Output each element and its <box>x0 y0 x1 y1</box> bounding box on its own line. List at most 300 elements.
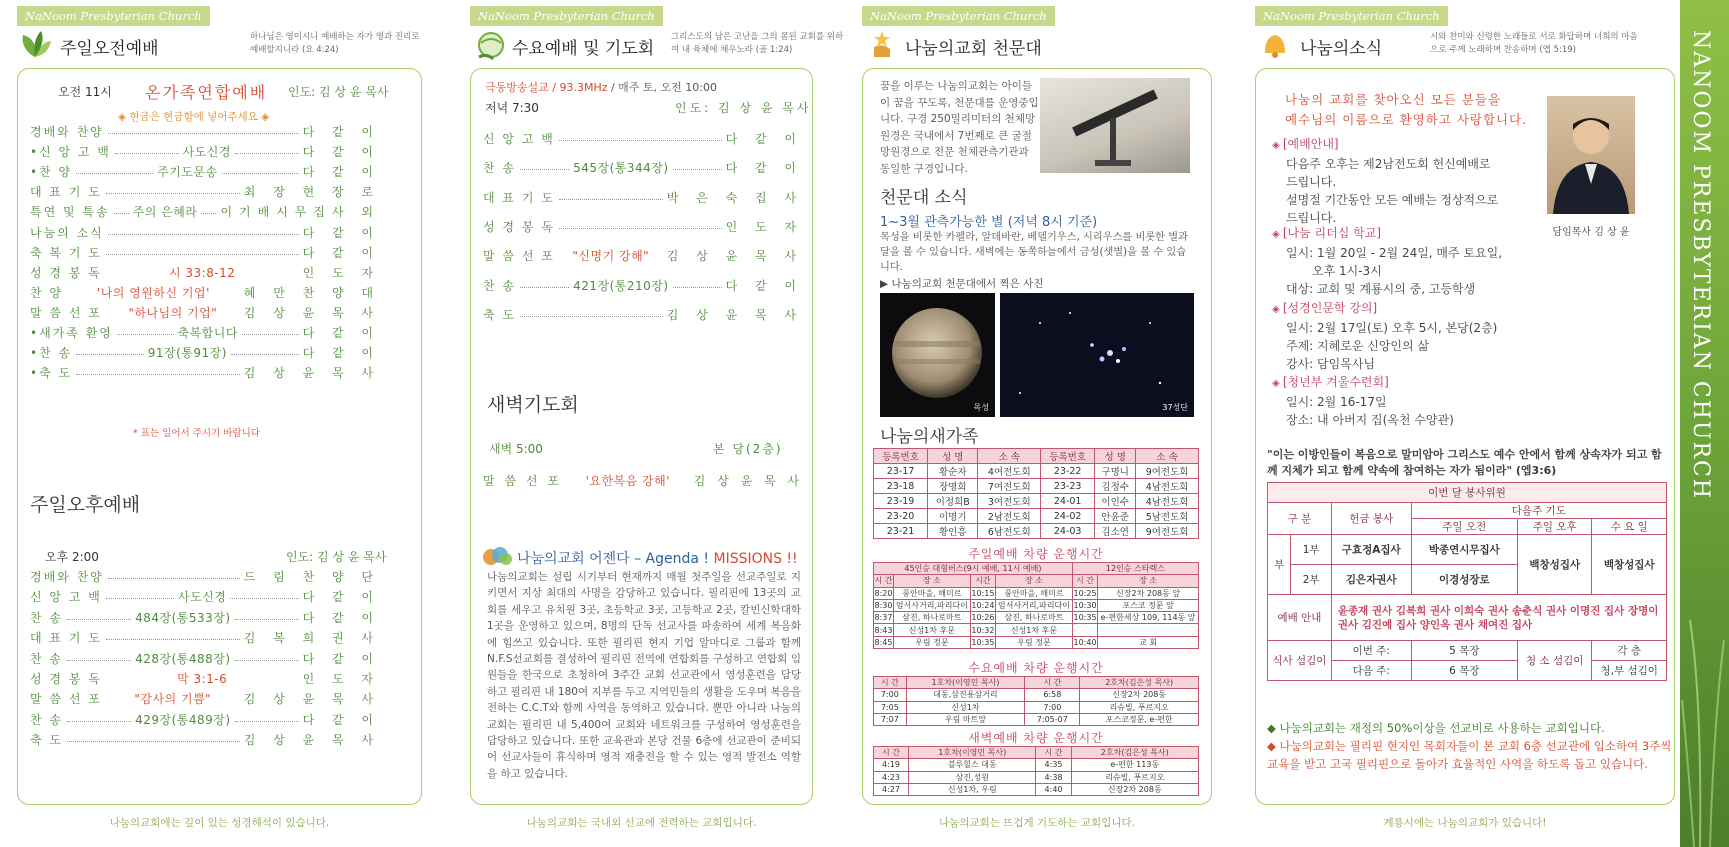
row-person: 김 상 윤 목 사 <box>666 307 803 322</box>
table-cell: 우림 마트앞 <box>906 713 1025 725</box>
table-row <box>874 771 1199 783</box>
radio-info <box>485 79 717 95</box>
table-cell: 7여전도회 <box>978 479 1041 494</box>
row-value: 421장(통210장) <box>573 278 669 293</box>
table-cell: 리슈빌, 푸르지오 <box>1080 701 1199 713</box>
table-cell: 2남전도회 <box>978 509 1041 524</box>
table-cell: 4:27 <box>874 783 909 795</box>
welcome-line-2: 예수님의 이름으로 환영하고 사랑합니다. <box>1285 112 1528 127</box>
row-label: 축 도 <box>483 307 516 322</box>
leader-dots <box>215 700 240 701</box>
table-cell: 10:32 <box>971 625 995 635</box>
notice-item <box>1272 135 1542 227</box>
order-row <box>483 159 803 176</box>
row-person: 다 같 이 <box>302 712 381 727</box>
pastor-photo <box>1547 96 1635 214</box>
row-value: 주의 은혜라 <box>132 205 198 220</box>
order-row <box>30 203 380 220</box>
page-title: 나눔의소식 <box>1300 39 1383 59</box>
row-label: 찬 송 <box>30 651 63 666</box>
row-person: 드 림 찬 양 단 <box>243 570 380 584</box>
header-verse: 하나님은 영이시니 예배하는 자가 영과 진리로 예배할지니라 (요 4:24) <box>250 32 420 55</box>
leader-dots <box>559 199 663 200</box>
service-name: 온가족연합예배 <box>145 83 268 102</box>
service-leader: 인도: 김 상 윤 목사 <box>288 85 389 99</box>
row-label: 찬 양 <box>30 285 63 300</box>
notice-line: 다음주 오후는 제2남전도회 헌신예배로 <box>1286 157 1491 171</box>
table-cell: 4남전도회 <box>1136 479 1199 494</box>
order-row <box>483 218 803 235</box>
table-cell: e-편한 113동 <box>1071 759 1198 771</box>
order-row <box>483 306 803 323</box>
leader-dots <box>222 173 299 174</box>
vol-clean-label: 청 소 섬김이 <box>1518 641 1592 681</box>
row-label: •찬 양 <box>30 165 73 180</box>
order-row <box>30 344 380 361</box>
order-row <box>30 244 380 261</box>
row-person: 다 같 이 <box>302 590 380 605</box>
notice-heading <box>1272 373 1542 393</box>
leader-dots <box>106 274 165 275</box>
vol-usher: 윤종재 권사 김복희 권사 이희숙 권사 송춘식 권사 이명진 집사 장명이 권사 김진예 집사 양인옥 권사 채여진 집사 <box>1331 595 1666 641</box>
vol-this-week-val: 5 목장 <box>1411 641 1517 661</box>
notice-line: 오후 1시-3시 <box>1312 264 1382 279</box>
table-header-cell: 시간 <box>970 575 995 587</box>
row-label: 찬 송 <box>30 610 63 625</box>
table-cell: 우림 정문 <box>893 636 970 648</box>
table-cell: 10:15 <box>971 588 995 598</box>
order-row <box>483 189 803 206</box>
welcome-line-1: 나눔의 교회를 찾아오신 모든 분들을 <box>1285 92 1502 107</box>
table-row <box>874 636 1199 648</box>
notice-line: 주제: 지혜로운 신앙인의 삶 <box>1286 338 1429 353</box>
row-value: 545장(통344장) <box>573 161 669 176</box>
table-cell: 이인수 <box>1095 494 1136 509</box>
church-badge: NaNoom Presbyterian Church <box>1255 6 1448 26</box>
table-cell: 3여전도회 <box>978 494 1041 509</box>
evening-time: 저녁 7:30 <box>485 101 539 115</box>
row-person: 김 상 윤 목 사 <box>666 249 804 264</box>
vol-this-week: 이번 주: <box>1331 641 1411 661</box>
order-row <box>30 629 380 646</box>
row-person: 인 도 자 <box>302 265 380 280</box>
order-row <box>30 284 380 301</box>
vol-col-am: 주일 오전 <box>1411 519 1517 535</box>
table-row <box>874 624 1199 636</box>
leader-dots <box>559 228 722 229</box>
leader-dots <box>520 169 569 170</box>
row-value: 사도신경 <box>178 590 227 605</box>
order-row <box>30 690 380 707</box>
agenda-body: 나눔의교회는 설립 시기부터 현재까지 매월 첫주일을 선교주일로 지키면서 지상 최대의 사명을 감당하고 있습니다. 필리핀에 13곳의 교회를 세우고 유치원 3곳, 초등학교 3곳, 고등학교 2곳, 칼빈신학대학 1곳을 운영하고 있으며, 8명의 단독 선교사를 파송하여 세계 복음화에 힘쓰고 있습니다. 또한 필리핀 현지 기업 알마디로 그룹과 함께 N.F.S선교회를 결성하여 필리핀 전역에 연합회를 구성하고 연합회 임원들을 한국으로 초청하여 3주간 교회 선교관에서 영성훈련을 담당하고 필리핀 내 180여 지부를 두고 지역민들의 생활을 도우며 복음을 전하는 C.C.T와 함께 사역을 동역하고 있습니다. 뿐만 아니라 나눔의 교회는 필리핀 내 5,400여 교회와 네트워크를 구성하여 영성훈련을 담당하고 있습니다. 또한 교육관과 본당 건물 6층에 선교관이 준비되어 선교사들이 휴식하며 영적 재충전을 할 수 있는 영적 발전소 역할을 하고 있습니다. <box>487 571 801 780</box>
table-header-cell: 장 소 <box>996 575 1073 587</box>
panel-wednesday <box>425 0 844 847</box>
order-row <box>483 277 803 294</box>
table-cell: 대동,삼진용삼거리 <box>906 689 1025 701</box>
notice-line: 드립니다. <box>1286 175 1337 189</box>
leader-dots <box>106 680 173 681</box>
table-cell: 23-20 <box>874 509 928 524</box>
table-cell: 4:40 <box>1036 783 1071 795</box>
order-row <box>483 247 803 264</box>
vol-col-div: 구 분 <box>1268 503 1332 535</box>
notice-item <box>1272 373 1542 429</box>
leader-dots <box>115 153 179 154</box>
dawn-car-table <box>873 746 1199 796</box>
table-header-cell: 장 소 <box>1098 575 1199 587</box>
notice-line: 강사: 담임목사님 <box>1286 356 1376 371</box>
order-row <box>30 731 380 748</box>
notice-line: 드립니다. <box>1286 211 1337 225</box>
notice-line: 대상: 교회 및 계룡시의 중, 고등학생 <box>1286 282 1476 297</box>
radio-station: 극동방송설교 / 93.3MHz <box>485 81 608 94</box>
vol-bu: 부 <box>1268 535 1291 595</box>
row-label: 특연 및 특송 <box>30 205 110 220</box>
row-person: 이기배시무집사 외 <box>220 205 380 220</box>
leader-dots <box>117 334 174 335</box>
row-label: 신 앙 고 백 <box>483 132 555 146</box>
order-row <box>30 568 380 585</box>
table-cell: 23-18 <box>874 479 928 494</box>
table-row <box>874 479 1199 494</box>
table-cell: 신성1차 후문 <box>996 624 1073 636</box>
row-value: "신명기 강해" <box>572 249 650 264</box>
table-cell: 7:00 <box>874 689 907 701</box>
table-row <box>874 494 1199 509</box>
notice-item <box>1272 299 1542 373</box>
leader-dots <box>235 721 299 722</box>
table-cell: 4:23 <box>874 771 909 783</box>
header-verse: 그리스도의 남은 고난을 그의 몸된 교회를 위하여 내 육체에 채우노라 (골 1:24) <box>671 32 844 55</box>
order-row <box>30 123 380 140</box>
vol-each-label: 각 층 <box>1592 641 1667 661</box>
table-header-cell: 시 간 <box>1025 677 1080 689</box>
table-cell: 4여전도회 <box>978 464 1041 479</box>
row-label: 축 도 <box>30 733 63 748</box>
table-cell: 김정수 <box>1095 479 1136 494</box>
dawn-time: 새벽 5:00 <box>489 442 543 456</box>
row-value: 축복합니다 <box>177 326 238 340</box>
leader-dots <box>67 619 131 620</box>
row-label: 찬 송 <box>483 161 516 176</box>
afternoon-title: 주일오후예배 <box>30 494 141 516</box>
leader-dots <box>235 619 299 620</box>
row-label: 말 씀 선 포 <box>483 474 562 488</box>
notice-heading <box>1272 299 1542 319</box>
leader-dots <box>67 741 240 742</box>
table-cell: 23-23 <box>1041 479 1095 494</box>
row-label: 나눔의 소식 <box>30 225 104 240</box>
bell-icon <box>1257 27 1293 61</box>
table-header-cell: 2호차(김은성 목사) <box>1080 677 1199 689</box>
leader-dots <box>108 578 240 579</box>
row-label: 성 경 봉 독 <box>30 672 102 686</box>
notice-heading <box>1272 224 1542 244</box>
panel-news <box>1215 0 1680 847</box>
order-row <box>30 364 380 381</box>
leader-dots <box>673 287 722 288</box>
row-person: 다 같 이 <box>302 346 381 361</box>
mission-note-2: ◆ 나눔의교회는 필리핀 현지인 목회자들이 본 교회 6층 선교관에 입소하여 3주씩 교육을 받고 고국 필리핀으로 돌아가 효율적인 사역을 하도록 돕고 있습니다. <box>1267 739 1672 771</box>
car1-title: 주일예배 차량 운행시간 <box>968 547 1104 561</box>
table-cell: 포스코 정문 앞 <box>1098 599 1199 611</box>
table-cell: 24-02 <box>1041 509 1095 524</box>
table-cell: 풍안마을, 해미르 <box>996 587 1073 599</box>
vol-next-week: 다음주 기도 <box>1411 503 1666 519</box>
globe-icon <box>473 27 509 61</box>
row-person: 인 도 자 <box>725 219 803 234</box>
notice-line: 일시: 2월 16-17일 <box>1286 395 1387 409</box>
standing-note: * 표는 일어서 주시기 바랍니다 <box>133 428 260 439</box>
cluster-photo <box>1000 293 1194 417</box>
agenda-icon <box>482 546 514 566</box>
vol-pm: 백창성집사 <box>1518 535 1592 595</box>
car1-group2: 12인승 스타렉스 <box>1072 563 1198 575</box>
order-row <box>30 143 380 160</box>
table-cell: 포스코정문, e-편한 <box>1080 713 1199 725</box>
leader-dots <box>67 660 131 661</box>
leader-dots <box>239 274 298 275</box>
order-row <box>30 650 380 667</box>
order-row <box>30 324 380 341</box>
table-header-cell: 성 명 <box>928 449 978 464</box>
leader-dots <box>520 316 663 317</box>
table-cell: 신장2차 208동 <box>1071 783 1198 795</box>
table-cell: 5남전도회 <box>1136 509 1199 524</box>
leader-dots <box>108 234 299 235</box>
diamond-icon: ◈ <box>1272 378 1283 389</box>
table-header-cell: 시 간 <box>874 677 907 689</box>
vol-r2-offer: 김은자권사 <box>1331 565 1411 595</box>
table-cell: 10:35 <box>1073 613 1097 623</box>
order-row <box>30 711 380 728</box>
notice-line: 일시: 2월 17일(토) 오후 5시, 본당(2층) <box>1286 320 1498 335</box>
leader-dots <box>201 213 216 214</box>
table-cell: 24-01 <box>1041 494 1095 509</box>
table-cell: 7:05-07 <box>1025 713 1080 725</box>
table-header-cell: 1호차(이영민 목사) <box>909 747 1036 759</box>
table-cell: 6:58 <box>1025 689 1080 701</box>
radio-time: / 매주 토, 오전 10:00 <box>610 81 718 94</box>
notice-heading-text: [예배안내] <box>1282 137 1339 151</box>
leader-dots <box>559 140 722 141</box>
wednesday-car-table <box>873 676 1199 726</box>
vol-r2-label: 2부 <box>1291 565 1331 595</box>
table-cell: 신성1차, 우림 <box>909 783 1036 795</box>
row-value: 사도신경 <box>182 145 231 160</box>
table-cell: 10:25 <box>1073 588 1097 598</box>
row-label: 성 경 봉 독 <box>483 219 555 234</box>
leader-dots <box>673 169 722 170</box>
table-cell: 10:40 <box>1073 637 1097 647</box>
table-cell: 10:30 <box>1073 601 1097 611</box>
vol-r1-offer: 구효정A집사 <box>1331 535 1411 565</box>
panel-observatory <box>820 0 1215 847</box>
leader-dots <box>242 334 299 335</box>
table-cell: 신장2차 208동 앞 <box>1098 587 1199 599</box>
table-cell: 이명기 <box>928 509 978 524</box>
table-cell: 7:00 <box>1025 701 1080 713</box>
volunteer-table <box>1267 482 1667 681</box>
leader-dots <box>106 639 240 640</box>
car1-group1: 45인승 대형버스(9시 예배, 11시 예배) <box>874 563 1073 575</box>
row-person: 다 같 이 <box>725 278 804 293</box>
row-person: 다 같 이 <box>302 651 381 666</box>
stars-body: 목성을 비롯한 카펠라, 알데바란, 베델기우스, 시리우스를 비롯한 별과 달을 볼 수 있습니다. 새벽에는 동쪽하늘에서 금성(샛별)을 볼 수 있습니다. <box>880 232 1188 273</box>
row-value: 428장(통488장) <box>135 651 231 666</box>
leader-dots <box>106 314 125 315</box>
table-cell: 10:26 <box>971 613 995 623</box>
order-row <box>30 163 380 180</box>
table-cell: 블루힐스 대동 <box>909 759 1036 771</box>
leader-dots <box>67 721 131 722</box>
table-cell: e-편한세상 109, 114동 앞 <box>1098 612 1199 624</box>
row-person: 혜 만 찬 양 대 <box>243 285 380 300</box>
row-label: 말 씀 선 포 <box>483 249 555 264</box>
footer-text: 나눔의교회에는 깊이 있는 성경해석이 있습니다. <box>109 817 330 829</box>
row-label: 찬 송 <box>483 278 516 293</box>
row-value: "감사의 기쁨" <box>134 692 212 707</box>
vol-meal-label: 식사 섬김이 <box>1268 641 1332 681</box>
photo-caption: ▶ 나눔의교회 천문대에서 찍은 사진 <box>880 278 1044 290</box>
table-cell: 신장2차 208동 <box>1080 689 1199 701</box>
observatory-news-title: 천문대 소식 <box>880 188 968 208</box>
row-person: 박 은 숙 집 사 <box>666 190 803 205</box>
table-cell: 24-03 <box>1041 524 1095 539</box>
row-person: 다 같 이 <box>302 245 380 260</box>
table-header-cell: 2호차(김은성 목사) <box>1071 747 1198 759</box>
table-row <box>874 701 1199 713</box>
row-label: •축 도 <box>30 366 73 381</box>
table-header-cell: 시 간 <box>1072 575 1097 587</box>
table-row <box>874 759 1199 771</box>
table-cell: 구명니 <box>1095 464 1136 479</box>
vol-each-val: 청,부 섬김이 <box>1592 661 1667 681</box>
header-verse: 시와 찬미와 신령한 노래들로 서로 화답하며 너희의 마음으로 주께 노래하며 찬송하며 (엡 5:19) <box>1430 32 1638 55</box>
table-header-cell: 소 속 <box>1136 449 1199 464</box>
order-row <box>30 224 380 241</box>
leader-dots <box>76 173 153 174</box>
table-cell: 신성1차 <box>906 701 1025 713</box>
mission-note-1: ◆ 나눔의교회는 재정의 50%이상을 선교비로 사용하는 교회입니다. <box>1267 721 1605 735</box>
leader-dots <box>114 213 129 214</box>
table-cell: 황인흥 <box>928 524 978 539</box>
afternoon-time: 오후 2:00 <box>45 550 99 564</box>
church-badge: NaNoom Presbyterian Church <box>862 6 1055 26</box>
order-row <box>30 264 380 281</box>
leader-dots <box>231 680 298 681</box>
notice-heading-text: [성경인문학 강의] <box>1282 300 1378 315</box>
table-cell: 8:30 <box>874 601 893 611</box>
table-row <box>874 599 1199 611</box>
table-cell: 7:05 <box>874 701 907 713</box>
vol-usher-label: 예배 안내 <box>1268 595 1332 641</box>
table-header-cell: 시 간 <box>874 747 909 759</box>
table-header-cell: 시 간 <box>1036 747 1071 759</box>
row-person: 다 같 이 <box>725 161 804 176</box>
notice-line: 장소: 내 아버지 집(옥천 수양관) <box>1286 413 1454 427</box>
row-label: 신 앙 고 백 <box>30 590 102 605</box>
wed-leader: 인도: 김 상 윤 목사 <box>675 101 812 115</box>
leader-dots <box>559 257 569 258</box>
footer-text: 나눔의교회는 뜨겁게 기도하는 교회입니다. <box>939 817 1135 829</box>
hand-star-icon <box>864 27 900 61</box>
church-badge: NaNoom Presbyterian Church <box>470 6 663 26</box>
row-person: 인 도 자 <box>302 672 380 686</box>
vol-r2-am: 이경성장로 <box>1411 565 1517 595</box>
row-value: 91장(통91장) <box>147 346 227 361</box>
new-family-title: 나눔의새가족 <box>880 427 979 447</box>
leader-dots <box>653 257 663 258</box>
table-cell: 23-22 <box>1041 464 1095 479</box>
dawn-place: 본 당(2층) <box>713 442 783 456</box>
table-cell: 풍안마을, 해미르 <box>893 587 970 599</box>
sunday-car-table <box>873 562 1199 649</box>
table-header-cell: 등록번호 <box>874 449 928 464</box>
table-cell: 6남전도회 <box>978 524 1041 539</box>
table-cell: 엄서사거리,파리다이 <box>893 599 970 611</box>
page-title: 나눔의교회 천문대 <box>905 39 1042 59</box>
leader-dots <box>106 254 299 255</box>
table-cell: 이정희B <box>928 494 978 509</box>
row-label: 대 표 기 도 <box>30 631 102 646</box>
table-header-cell: 소 속 <box>978 449 1041 464</box>
leader-dots <box>221 314 240 315</box>
page-title: 주일오전예배 <box>60 39 159 59</box>
afternoon-leader: 인도: 김 상 윤 목사 <box>286 550 387 564</box>
leader-dots <box>520 287 569 288</box>
vol-title: 이번 달 봉사위원 <box>1268 483 1667 503</box>
row-label: 축 복 기 도 <box>30 245 102 260</box>
jupiter-photo <box>880 293 995 417</box>
row-label: 말 씀 선 포 <box>30 692 102 707</box>
row-person: 최 장 현 장 로 <box>243 185 380 200</box>
table-cell: 4남전도회 <box>1136 494 1199 509</box>
vol-next-wk-val: 6 목장 <box>1411 661 1517 681</box>
side-banner-text: NANOOM PRESBYTERIAN CHURCH <box>1688 30 1713 501</box>
table-cell: 장명희 <box>928 479 978 494</box>
order-row <box>483 130 803 147</box>
scripture-quote: "이는 이방인들이 복음으로 말미암아 그리스도 예수 안에서 함께 상속자가 되고 함께 지체가 되고 함께 약속에 참여하는 자가 됨이라" (엡3:6) <box>1267 448 1662 477</box>
row-person: 다 같 이 <box>302 145 381 160</box>
table-row <box>874 783 1199 795</box>
row-label: 성 경 봉 독 <box>30 265 102 280</box>
footer-text: 계룡시에는 나눔의교회가 있습니다! <box>1383 817 1547 829</box>
offering-note: ◈ 현금은 현금함에 넣어주세요 ◈ <box>118 111 270 123</box>
row-label: 대 표 기 도 <box>30 185 102 200</box>
table-cell: 9여전도회 <box>1136 524 1199 539</box>
table-cell: 4:38 <box>1036 771 1071 783</box>
table-cell: 엄서사거리,파리다이 <box>996 599 1073 611</box>
table-header-cell: 등록번호 <box>1041 449 1095 464</box>
table-row <box>874 464 1199 479</box>
table-cell: 4:35 <box>1036 759 1071 771</box>
row-person: 김 복 희 권 사 <box>243 631 380 646</box>
row-label: •찬 송 <box>30 346 73 361</box>
diamond-icon: ◈ <box>1272 229 1283 241</box>
table-cell: 삼진, 하나로마트 <box>996 612 1073 624</box>
table-cell: 우림 정문 <box>996 636 1073 648</box>
table-cell: 4:19 <box>874 759 909 771</box>
table-cell: 리슈빌, 푸르지오 <box>1071 771 1198 783</box>
table-cell: 23-21 <box>874 524 928 539</box>
leader-dots <box>108 133 299 134</box>
table-cell: 8:45 <box>874 637 893 647</box>
table-cell: 안윤준 <box>1095 509 1136 524</box>
vol-col-offer: 헌금 봉사 <box>1331 503 1411 535</box>
table-cell: 23-17 <box>874 464 928 479</box>
dawn-row <box>483 472 803 489</box>
